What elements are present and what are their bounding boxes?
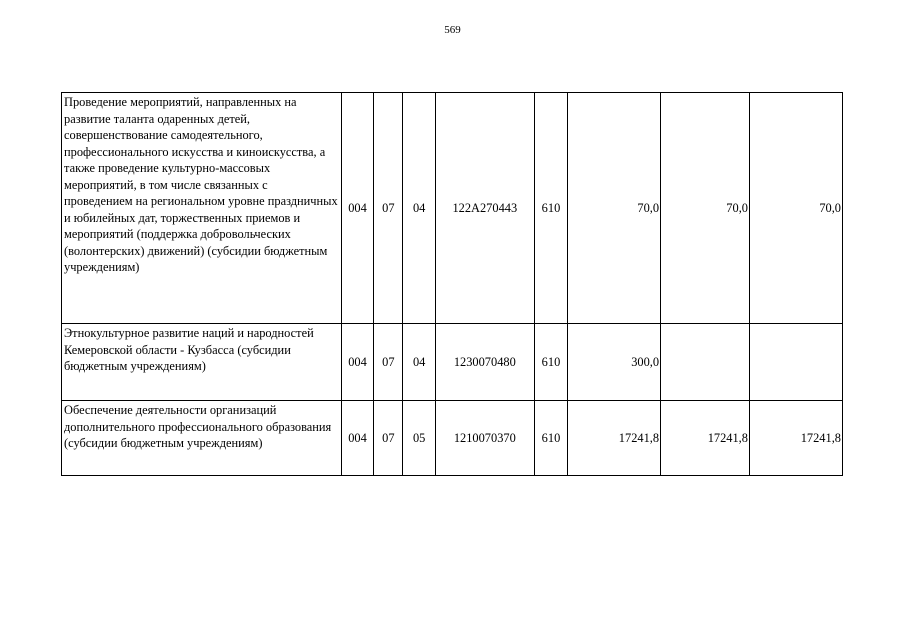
row-description: Проведение мероприятий, направленных на развитие таланта одаренных детей, совершенствование самодеятельного, профессионального искусства и киноискусства, а также проведение культурно-массовых мероприятий, в том числе связанных с проведением на региональном уровне праздничных и юбилейных дат, торжественных приемов и мероприятий (поддержка добровольческих (волонтерских) движений) (субсидии бюджетным учреждениям) (62, 93, 342, 324)
section-code: 07 (374, 401, 403, 476)
amount-year-1: 70,0 (568, 93, 661, 324)
subsection-code: 05 (403, 401, 435, 476)
target-article-code: 122A270443 (435, 93, 534, 324)
section-code: 07 (374, 93, 403, 324)
section-code: 07 (374, 324, 403, 401)
target-article-code: 1210070370 (435, 401, 534, 476)
subsection-code: 04 (403, 93, 435, 324)
amount-year-2 (661, 324, 750, 401)
amount-year-3 (749, 324, 842, 401)
ministry-code: 004 (341, 93, 373, 324)
expense-type-code: 610 (534, 324, 567, 401)
ministry-code: 004 (341, 401, 373, 476)
amount-year-3: 17241,8 (749, 401, 842, 476)
page-number: 569 (444, 24, 461, 36)
target-article-code: 1230070480 (435, 324, 534, 401)
table-row (62, 401, 843, 476)
amount-year-2: 70,0 (661, 93, 750, 324)
subsection-code: 04 (403, 324, 435, 401)
expense-type-code: 610 (534, 93, 567, 324)
table-row (62, 324, 843, 401)
row-description: Обеспечение деятельности организаций дополнительного профессионального образования (субсидии бюджетным учреждениям) (62, 401, 342, 476)
amount-year-3: 70,0 (749, 93, 842, 324)
table-row (62, 93, 843, 324)
amount-year-1: 17241,8 (568, 401, 661, 476)
amount-year-2: 17241,8 (661, 401, 750, 476)
expense-type-code: 610 (534, 401, 567, 476)
budget-table (61, 92, 843, 476)
row-description: Этнокультурное развитие наций и народностей Кемеровской области - Кузбасса (субсидии бюджетным учреждениям) (62, 324, 342, 401)
ministry-code: 004 (341, 324, 373, 401)
amount-year-1: 300,0 (568, 324, 661, 401)
